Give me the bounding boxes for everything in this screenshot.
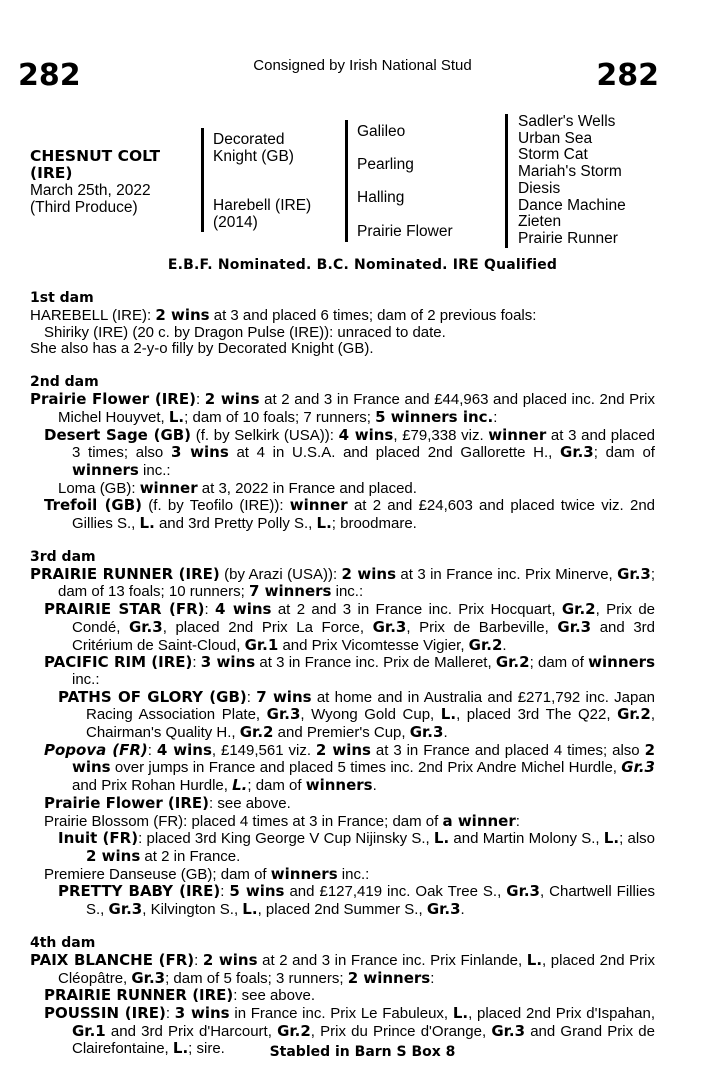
stabling-info: Stabled in Barn S Box 8 [269, 1044, 456, 1060]
progeny-entry: PRAIRIE RUNNER (IRE): see above. [44, 986, 316, 1005]
pedigree-dds: Zieten [518, 213, 562, 231]
produce-note: (Third Produce) [30, 199, 138, 216]
progeny-entry: PRETTY BABY (IRE): 5 wins and £127,419 inc. Oak Tree S., Gr.3, Chartwell Fillies S., Gr.3, Kilvington S., L., placed 2nd Summer S., Gr.3. [58, 882, 656, 919]
second-dam-entry: Prairie Flower (IRE): 2 wins at 2 and 3 in France and £44,963 and placed inc. 2nd Prix Michel Houyvet, L.; dam of 10 foals; 7 runners; 5 winners inc.: [30, 390, 656, 426]
fourth-dam-heading: 4th dam [30, 934, 96, 951]
second-dam-heading: 2nd dam [30, 374, 99, 391]
progeny-entry: Popova (FR): 4 wins, £149,561 viz. 2 wins at 3 in France and placed 4 times; also 2 wins over jumps in France and placed 5 times inc. 2nd Prix Andre Michel Hurdle, Gr.3 and Prix Rohan Hurdle, L.; dam of winners. [44, 740, 656, 795]
progeny-entry: Loma (GB): winner at 3, 2022 in France and placed. [58, 478, 417, 497]
pedigree-sdd: Mariah's Storm [518, 163, 622, 181]
fourth-dam-entry: PAIX BLANCHE (FR): 2 wins at 2 and 3 in France inc. Prix Finlande, L., placed 2nd Prix Cléopâtre, Gr.3; dam of 5 foals; 3 runners; 2 winners: [30, 950, 656, 987]
progeny-entry: PATHS OF GLORY (GB): 7 wins at home and in Australia and £271,792 inc. Japan Racing Association Plate, Gr.3, Wyong Gold Cup, L., placed 3rd The Q22, Gr.2, Chairman's Quality H., Gr.2 and Premier's Cup, Gr.3. [58, 687, 656, 742]
horse-identity [30, 148, 160, 216]
progeny-entry: Inuit (FR): placed 3rd King George V Cup Nijinsky S., L. and Martin Molony S., L.; also 2 wins at 2 in France. [58, 829, 655, 865]
progeny-entry: Premiere Danseuse (GB); dam of winners inc.: [44, 864, 370, 883]
progeny-entry: PACIFIC RIM (IRE): 3 wins at 3 in France inc. Prix de Malleret, Gr.2; dam of winners inc.: [44, 653, 656, 688]
pedigree-dss: Diesis [518, 179, 561, 197]
third-dam-heading: 3rd dam [30, 548, 96, 565]
consignor: Consigned by Irish National Stud [253, 57, 472, 74]
horse-name: CHESNUT COLT [30, 147, 161, 165]
lot-number-right: 282 [596, 58, 659, 93]
third-dam-entry: PRAIRIE RUNNER (IRE) (by Arazi (USA)): 2 wins at 3 in France inc. Prix Minerve, Gr.3; dam of 13 foals; 10 runners; 7 winners inc.: [30, 564, 656, 601]
progeny-entry: Desert Sage (GB) (f. by Selkirk (USA)): 4 wins, £79,338 viz. winner at 3 and placed 3 times; also 3 wins at 4 in U.S.A. and placed 2nd Gallorette H., Gr.3; dam of winners inc.: [44, 425, 656, 479]
pedigree-sds: Storm Cat [518, 146, 588, 164]
lot-number-left: 282 [18, 58, 81, 93]
pedigree-sss: Sadler's Wells [518, 113, 616, 130]
progeny-entry: Prairie Flower (IRE): see above. [44, 793, 291, 812]
pedigree-sire: Decorated Knight (GB) [213, 131, 294, 165]
progeny-entry: Trefoil (GB) (f. by Teofilo (IRE)): winner at 2 and £24,603 and placed twice viz. 2nd Gillies S., L. and 3rd Pretty Polly S., L.; broodmare. [44, 496, 656, 533]
catalogue-body [30, 290, 655, 1058]
pedigree-gen3 [518, 114, 626, 248]
pedigree-dsd: Dance Machine [518, 196, 626, 214]
pedigree-dd: Prairie Flower [357, 223, 453, 240]
progeny-entry: Prairie Blossom (FR): placed 4 times at 3 in France; dam of a winner: [44, 811, 520, 830]
pedigree-bracket [505, 114, 508, 248]
pedigree-bracket [201, 128, 204, 232]
first-dam-heading: 1st dam [30, 290, 94, 306]
pedigree-ds: Halling [357, 189, 405, 206]
progeny-entry: POUSSIN (IRE): 3 wins in France inc. Prix Le Fabuleux, L., placed 2nd Prix d'Ispahan, Gr.1 and 3rd Prix d'Harcourt, Gr.2, Prix du Prince d'Orange, Gr.3 and Grand Prix de Clairefontaine, L.; sire. [44, 1003, 656, 1058]
pedigree-bracket [345, 120, 348, 242]
first-dam-text: HAREBELL (IRE): 2 wins at 3 and placed 6 times; dam of 2 previous foals: Shiriky (IRE) (20 c. by Dragon Pulse (IRE)): unraced to date. She also has a 2-y-o filly by Decorated Knight (GB). [30, 306, 537, 358]
pedigree-ss: Galileo [357, 123, 406, 140]
progeny-entry: PRAIRIE STAR (FR): 4 wins at 2 and 3 in France inc. Prix Hocquart, Gr.2, Prix de Condé, Gr.3, placed 2nd Prix La Force, Gr.3, Prix de Barbeville, Gr.3 and 3rd Critérium de Saint-Cloud, Gr.1 and Prix Vicomtesse Vigier, Gr.2. [44, 600, 656, 654]
nominations: E.B.F. Nominated. B.C. Nominated. IRE Qualified [167, 257, 558, 273]
foaling-date: March 25th, 2022 [30, 182, 151, 199]
pedigree-ssd: Urban Sea [518, 129, 593, 147]
pedigree-ddd: Prairie Runner [518, 229, 618, 247]
horse-origin: (IRE) [30, 164, 73, 182]
pedigree-dam: Harebell (IRE) (2014) [213, 197, 312, 231]
pedigree-sd: Pearling [357, 156, 414, 173]
